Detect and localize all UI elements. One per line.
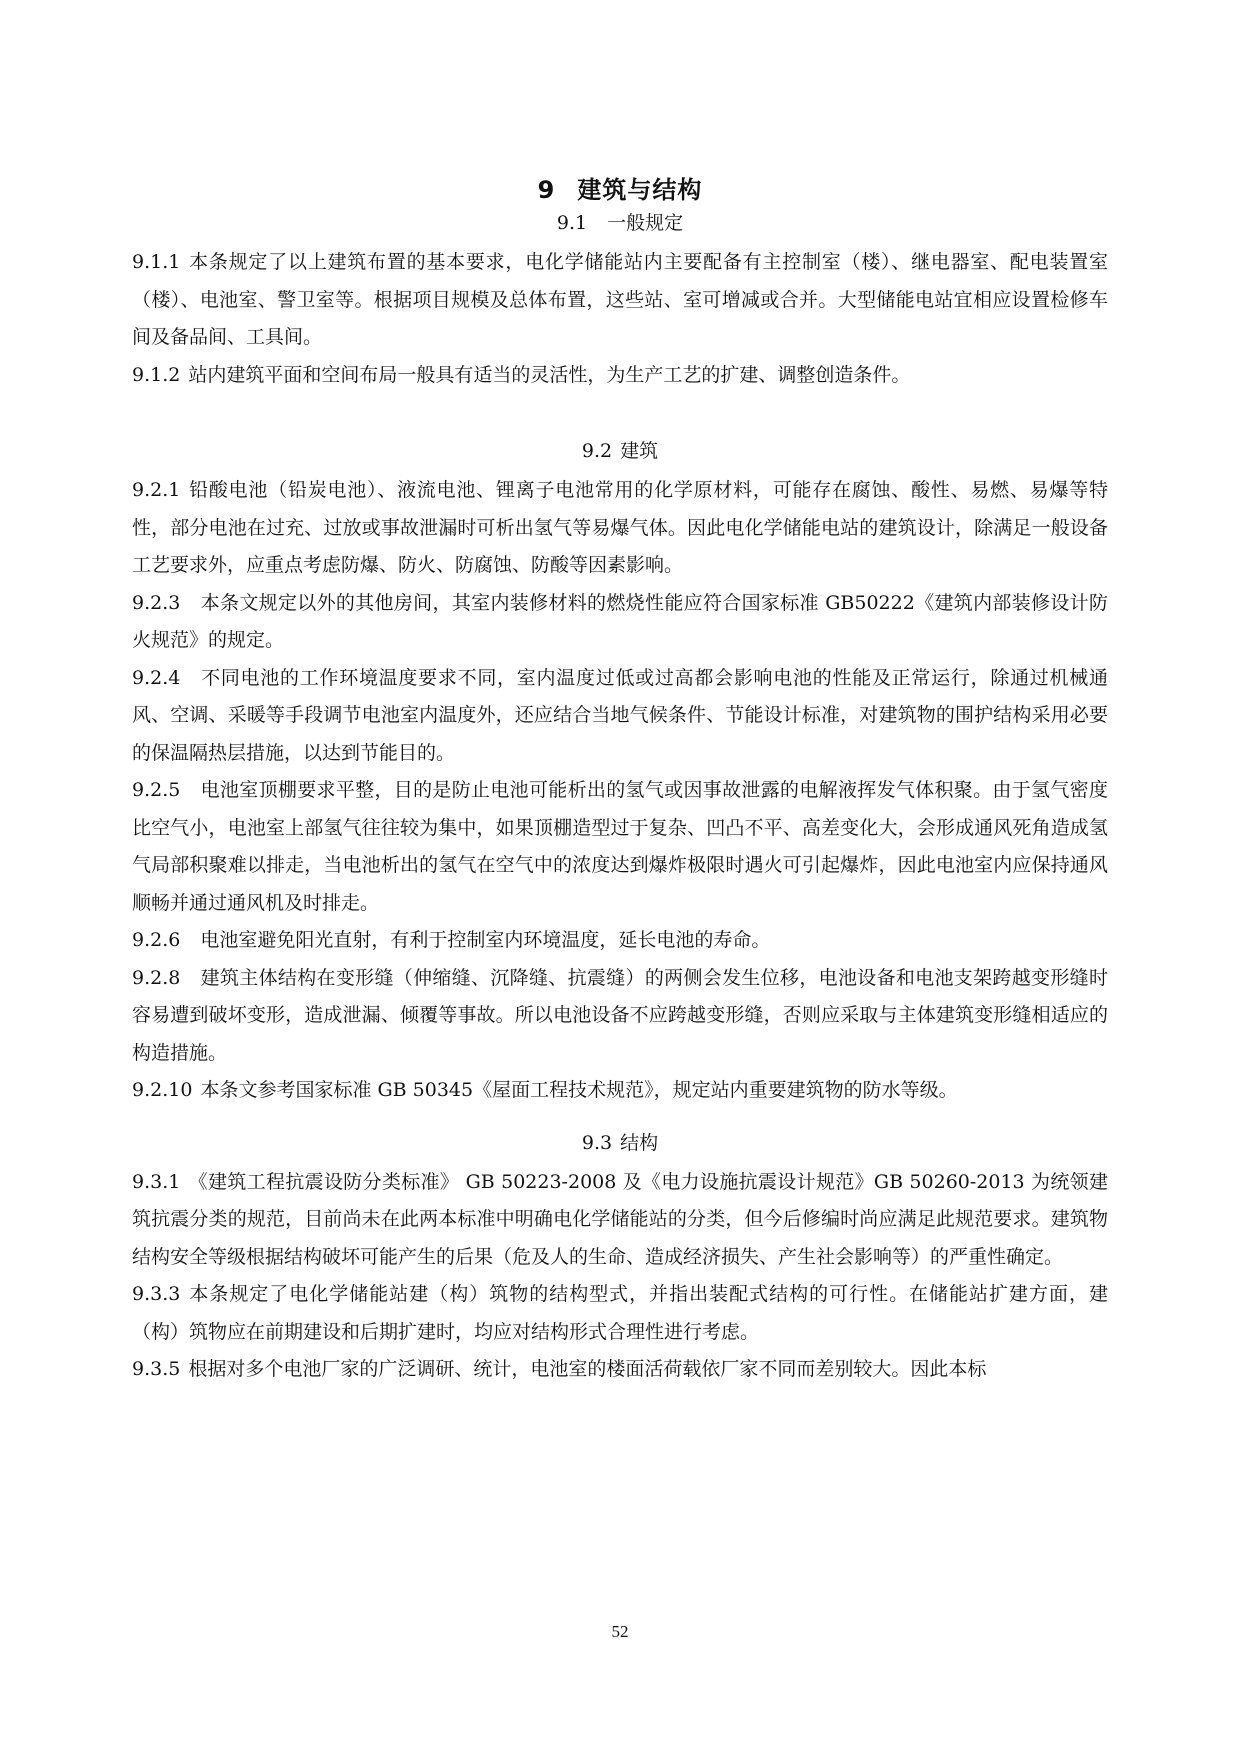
clause-text: 本条文参考国家标准 GB 50345《屋面工程技术规范》，规定站内重要建筑物的防水等级。 <box>200 1079 958 1101</box>
clause-number: 9.3.5 <box>132 1358 181 1380</box>
clause-number: 9.2.3 <box>132 591 181 614</box>
clause-9-2-5 <box>132 772 1108 922</box>
clause-9-1-1 <box>132 244 1108 357</box>
clause-9-3-3 <box>132 1276 1108 1351</box>
section-title-text: 一般规定 <box>607 212 684 234</box>
clause-text: 铅酸电池（铅炭电池）、液流电池、锂离子电池常用的化学原材料，可能存在腐蚀、酸性、易燃、易爆等特性，部分电池在过充、过放或事故泄漏时可析出氢气等易爆气体。因此电化学储能电站的建筑设计，除满足一般设备工艺要求外，应重点考虑防爆、防火、防腐蚀、防酸等因素影响。 <box>132 479 1108 576</box>
clause-number: 9.3.1 <box>132 1170 181 1193</box>
clause-number: 9.2.1 <box>132 479 181 501</box>
clause-text: 根据对多个电池厂家的广泛调研、统计，电池室的楼面活荷载依厂家不同而差别较大。因此本标 <box>188 1358 987 1380</box>
clause-number: 9.2.4 <box>132 666 181 689</box>
chapter-number: 9 <box>537 176 556 204</box>
section-title-text: 建筑 <box>620 440 659 462</box>
clause-number: 9.2.10 <box>132 1079 193 1101</box>
clause-9-2-10 <box>132 1072 1108 1110</box>
clause-number: 9.2.5 <box>132 779 181 801</box>
section-number: 9.3 <box>581 1131 613 1154</box>
clause-9-2-6 <box>132 922 1108 960</box>
clause-number: 9.2.6 <box>132 929 181 951</box>
clause-9-2-8 <box>132 960 1108 1073</box>
clause-text: 电池室顶棚要求平整，目的是防止电池可能析出的氢气或因事故泄露的电解液挥发气体积聚。由于氢气密度比空气小，电池室上部氢气往往较为集中，如果顶棚造型过于复杂、凹凸不平、高差变化大，会形成通风死角造成氢气局部积聚难以排走，当电池析出的氢气在空气中的浓度达到爆炸极限时遇火可引起爆炸，因此电池室内应保持通风顺畅并通过通风机及时排走。 <box>132 779 1108 914</box>
clause-number: 9.1.2 <box>132 363 181 386</box>
clause-9-1-2 <box>132 357 1108 395</box>
page-number: 52 <box>611 1622 629 1641</box>
section-title-9-3 <box>132 1128 1108 1158</box>
clause-text: 站内建筑平面和空间布局一般具有适当的灵活性，为生产工艺的扩建、调整创造条件。 <box>188 363 911 386</box>
section-title-text: 结构 <box>620 1131 659 1154</box>
section-number: 9.2 <box>581 440 613 462</box>
section-number: 9.1 <box>556 212 588 234</box>
document-page <box>132 172 1108 1389</box>
clause-text: 《建筑工程抗震设防分类标准》 GB 50223-2008 及《电力设施抗震设计规范》GB 50260-2013 为统领建筑抗震分类的规范，目前尚未在此两本标准中明确电化学储能站的分类，但今后修编时尚应满足此规范要求。建筑物结构安全等级根据结构破坏可能产生的后果（危及人的生命、造成经济损失、产生社会影响等）的严重性确定。 <box>132 1170 1108 1268</box>
clause-text: 本条文规定以外的其他房间，其室内装修材料的燃烧性能应符合国家标准 GB50222《建筑内部装修设计防火规范》的规定。 <box>132 591 1108 651</box>
clause-9-2-3 <box>132 585 1108 660</box>
section-title-9-2 <box>132 436 1108 466</box>
clause-9-2-4 <box>132 660 1108 773</box>
clause-text: 电池室避免阳光直射，有利于控制室内环境温度，延长电池的寿命。 <box>200 929 771 951</box>
clause-text: 本条规定了以上建筑布置的基本要求，电化学储能站内主要配备有主控制室（楼）、继电器室、配电装置室（楼）、电池室、警卫室等。根据项目规模及总体布置，这些站、室可增减或合并。大型储能电站宜相应设置检修车间及备品间、工具间。 <box>132 251 1108 348</box>
clause-number: 9.3.3 <box>132 1283 181 1305</box>
clause-text: 本条规定了电化学储能站建（构）筑物的结构型式，并指出装配式结构的可行性。在储能站扩建方面，建（构）筑物应在前期建设和后期扩建时，均应对结构形式合理性进行考虑。 <box>132 1283 1108 1343</box>
clause-text: 建筑主体结构在变形缝（伸缩缝、沉降缝、抗震缝）的两侧会发生位移，电池设备和电池支架跨越变形缝时容易遭到破坏变形，造成泄漏、倾覆等事故。所以电池设备不应跨越变形缝，否则应采取与主体建筑变形缝相适应的构造措施。 <box>132 966 1108 1064</box>
clause-text: 不同电池的工作环境温度要求不同，室内温度过低或过高都会影响电池的性能及正常运行，除通过机械通风、空调、采暖等手段调节电池室内温度外，还应结合当地气候条件、节能设计标准，对建筑物的围护结构采用必要的保温隔热层措施，以达到节能目的。 <box>132 666 1108 764</box>
clause-number: 9.1.1 <box>132 251 181 273</box>
chapter-title <box>132 172 1108 208</box>
clause-9-3-5 <box>132 1351 1108 1389</box>
section-title-9-1 <box>132 208 1108 238</box>
chapter-title-text: 建筑与结构 <box>577 176 703 204</box>
clause-9-2-1 <box>132 472 1108 585</box>
clause-number: 9.2.8 <box>132 966 181 989</box>
clause-9-3-1 <box>132 1164 1108 1277</box>
